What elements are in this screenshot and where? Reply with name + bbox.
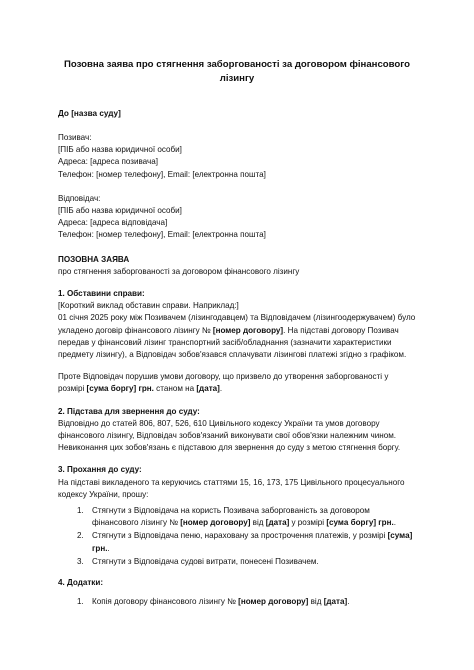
section-1-heading: 1. Обставини справи: [58,289,145,299]
plaintiff-address: Адреса: [адреса позивача] [58,157,158,167]
defendant-name: [ПІБ або назва юридичної особи] [58,206,182,216]
defendant-address: Адреса: [адреса відповідача] [58,218,168,228]
defendant-contacts: Телефон: [номер телефону], Email: [електронна пошта] [58,230,266,240]
plaintiff-label: Позивач: [58,133,92,142]
date-placeholder: [дата] [265,518,290,528]
text-run: Проте Відповідач порушив умови договору, що призвело до утворення заборгованості у розмірі [58,372,389,394]
section-3 [58,464,416,568]
list-item [86,596,416,608]
section-2 [58,406,416,455]
section-1-paragraph-2 [58,371,416,395]
text-run: від [308,597,324,607]
text-run: . На підставі договору Позивач передав у фінансовий лізинг транспортний засіб/обладнання (зазначити характеристики предмету лізингу), а Відповідач зобов'язався сплачувати лізингові платежі згідно з графіком. [58,325,407,360]
list-item [86,505,416,529]
contract-number-placeholder: [номер договору] [212,325,284,335]
plaintiff-name: [ПІБ або назва юридичної особи] [58,145,182,155]
section-4 [58,577,416,608]
text-run: Стягнути з Відповідача пеню, нараховану за прострочення платежів, у розмірі [92,531,388,541]
text-run: 01 січня 2025 року між Позивачем (лізингодавцем) та Відповідачем (лізингоодержувачем) було укладено договір фінансового лізингу № [58,313,416,335]
contract-number-placeholder: [номер договору] [238,597,309,607]
section-2-text: Відповідно до статей 806, 807, 526, 610 Цивільного кодексу України та умов договору фінансового лізингу, Відповідач зобов'язаний виконувати свої обов'язки належним чином. Невиконання цих зобов'язань є підставою для звернення до суду з метою стягнення боргу. [58,418,401,453]
text-run: . [347,597,350,607]
section-1 [58,288,416,396]
date-placeholder: [дата] [196,384,220,394]
text-run: Стягнути з Відповідача на користь Позивача заборгованість за договором фінансового лізингу № [92,506,370,528]
debt-amount-placeholder: [сума боргу] грн. [326,518,394,528]
document-title: Позовна заява про стягнення заборгованості за договором фінансового лізингу [63,59,411,84]
claim-heading: ПОЗОВНА ЗАЯВА [58,254,130,264]
section-3-heading: 3. Прохання до суду: [58,465,142,475]
text-run: у розмірі [289,518,327,528]
court-line: До [назва суду] [58,109,121,118]
plaintiff-contacts: Телефон: [номер телефону], Email: [електронна пошта] [58,169,266,179]
section-1-paragraph-1 [58,312,416,361]
list-item: 3. Стягнути з Відповідача судові витрати, понесені Позивачем. [86,556,416,568]
attachments-list [58,596,416,608]
text-run: . [219,384,223,394]
defendant-label: Відповідач: [58,193,101,203]
section-4-heading: 4. Додатки: [58,578,104,588]
plaintiff-block [58,132,416,181]
text-run: від [250,518,266,528]
claim-subheading: про стягнення заборгованості за договором фінансового лізингу [58,266,300,276]
section-1-intro: [Короткий виклад обставин справи. Наприклад:] [58,301,239,311]
text-run: . [107,543,110,553]
date-placeholder: [дата] [323,597,348,607]
list-item [86,530,416,554]
penalty-amount-placeholder: [сума] грн. [92,531,413,553]
text-run: Копія договору фінансового лізингу № [92,597,239,607]
section-3-intro: На підставі викладеного та керуючись статтями 15, 16, 173, 175 Цивільного процесуального кодексу України, прошу: [58,477,405,499]
requests-list [58,505,416,568]
text-run: станом на [153,384,197,394]
contract-number-placeholder: [номер договору] [180,518,251,528]
defendant-block [58,193,416,242]
claim-heading-block [58,254,416,278]
section-2-heading: 2. Підстава для звернення до суду: [58,406,200,416]
text-run: . [393,518,396,528]
debt-amount-placeholder: [сума боргу] грн. [86,384,154,394]
